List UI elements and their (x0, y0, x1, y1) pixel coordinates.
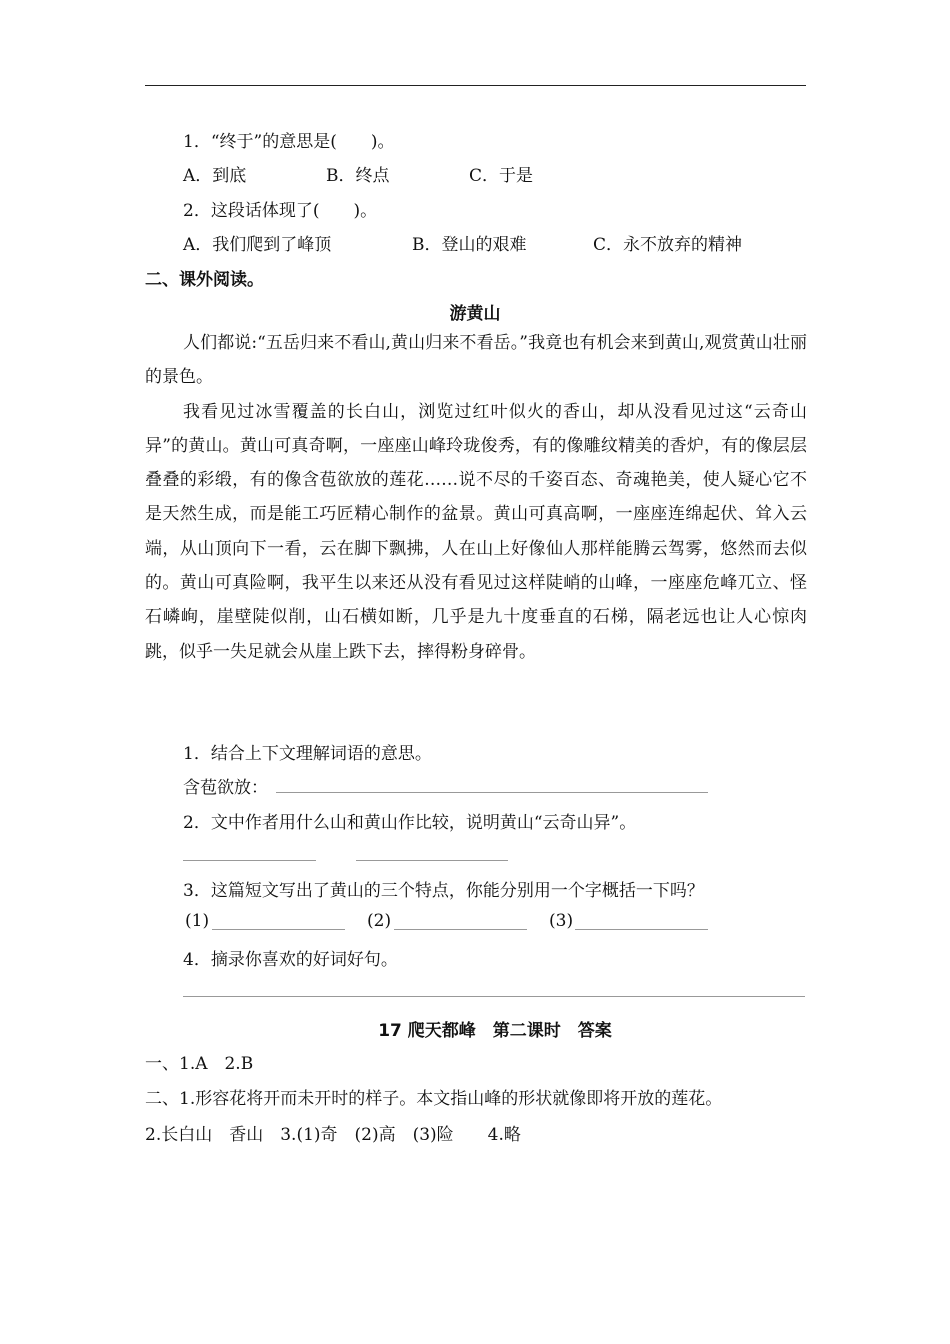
q3-label-1: (1) (185, 911, 210, 931)
answers-line-3: 2.长白山 香山 3.(1)奇 (2)高 (3)险 4.略 (145, 1125, 521, 1145)
reading-question-3: 3．这篇短文写出了黄山的三个特点，你能分别用一个字概括一下吗？ (183, 881, 704, 901)
header-rule (145, 85, 806, 86)
article-paragraph-1: 人们都说:“五岳归来不看山,黄山归来不看岳。”我竟也有机会来到黄山,观赏黄山壮丽的景色。 (145, 333, 807, 388)
reading-question-1: 1．结合上下文理解词语的意思。 (183, 744, 432, 764)
q1-option-b: B．终点 (326, 166, 390, 186)
answer-blank-feature-2[interactable] (394, 929, 527, 930)
article-body (145, 326, 807, 669)
term-label: 含苞欲放： (183, 778, 268, 798)
reading-question-4: 4．摘录你喜欢的好词好句。 (183, 950, 398, 970)
q3-label-2: (2) (367, 911, 392, 931)
reading-question-2: 2．文中作者用什么山和黄山作比较，说明黄山“云奇山异”。 (183, 813, 637, 833)
answer-blank-feature-1[interactable] (212, 929, 345, 930)
answers-line-1: 一、1.A 2.B (145, 1054, 254, 1074)
answers-line-2: 二、1.形容花将开而未开时的样子。本文指山峰的形状就像即将开放的莲花。 (145, 1089, 723, 1109)
answer-blank-mountain-1[interactable] (183, 860, 316, 861)
q2-option-b: B．登山的艰难 (412, 235, 527, 255)
question-1: 1．“终于”的意思是( )。 (183, 132, 395, 152)
section-heading: 二、课外阅读。 (145, 270, 264, 290)
q1-option-a: A．到底 (183, 166, 247, 186)
answers-title: 17 爬天都峰 第二课时 答案 (378, 1021, 612, 1041)
answer-blank-excerpt[interactable] (183, 996, 805, 997)
q2-option-a: A．我们爬到了峰顶 (183, 235, 332, 255)
question-2: 2．这段话体现了( )。 (183, 201, 378, 221)
answer-blank-feature-3[interactable] (575, 929, 708, 930)
q1-option-c: C．于是 (469, 166, 534, 186)
answer-blank-mountain-2[interactable] (356, 860, 508, 861)
article-paragraph-2: 我看见过冰雪覆盖的长白山，浏览过红叶似火的香山，却从没看见过这“云奇山异”的黄山。黄山可真奇啊，一座座山峰玲珑俊秀，有的像雕纹精美的香炉，有的像层层叠叠的彩缎，有的像含苞欲放的莲花……说不尽的千姿百态、奇魂艳美，使人疑心它不是天然生成，而是能工巧匠精心制作的盆景。黄山可真高啊，一座座连绵起伏、耸入云端，从山顶向下一看，云在脚下飘拂，人在山上好像仙人那样能腾云驾雾，悠然而去似的。黄山可真险啊，我平生以来还从没有看见过这样陡峭的山峰，一座座危峰兀立、怪石嶙峋，崖壁陡似削，山石横如断，几乎是九十度垂直的石梯，隔老远也让人心惊肉跳，似乎一失足就会从崖上跌下去，摔得粉身碎骨。 (145, 401, 807, 662)
answer-blank-term[interactable] (276, 792, 708, 793)
article-title: 游黄山 (449, 304, 501, 324)
q3-label-3: (3) (549, 911, 574, 931)
q2-option-c: C．永不放弃的精神 (593, 235, 743, 255)
